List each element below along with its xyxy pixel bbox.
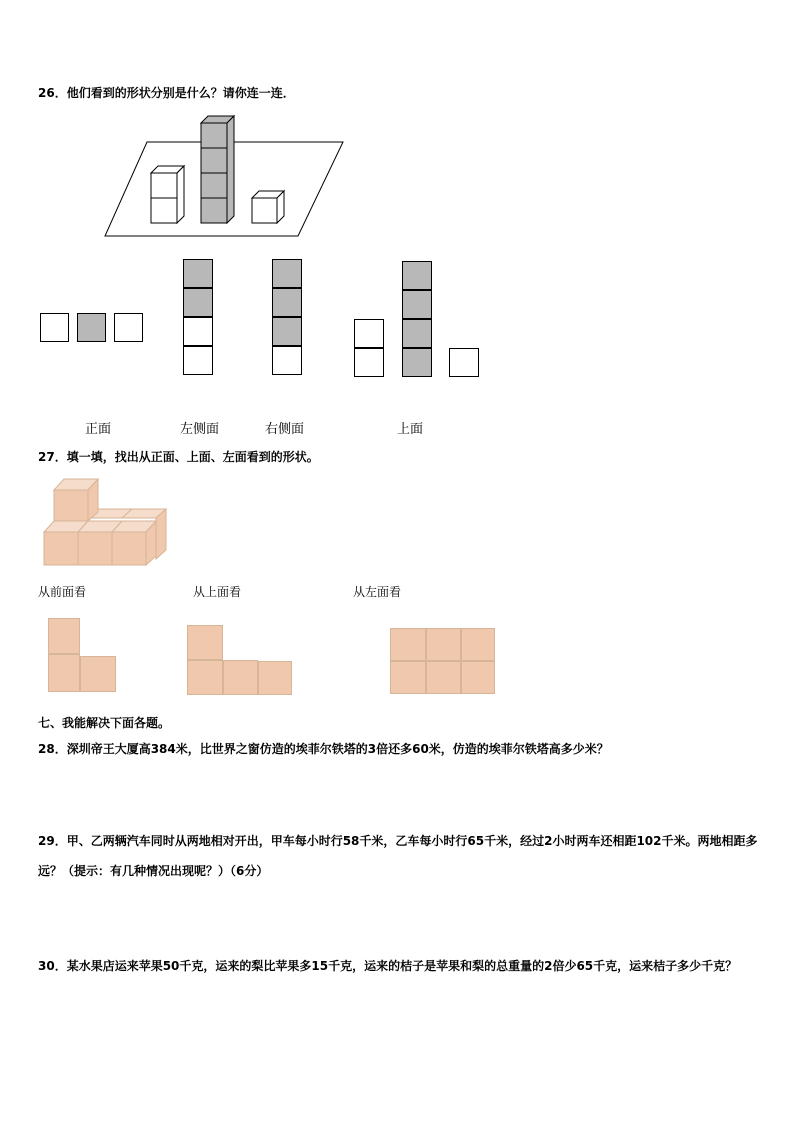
label-front: 正面 (85, 422, 112, 437)
q30-prompt: 30．某水果店运来苹果50千克，运来的梨比苹果多15千克，运来的桔子是苹果和梨的总重量的2倍少65千克，运来桔子多少千克？ (38, 959, 738, 973)
q26-prompt: 26．他们看到的形状分别是什么？请你连一连． (38, 86, 295, 100)
label-left-side: 左侧面 (180, 422, 220, 437)
q28-prompt: 28．深圳帝王大厦高384米，比世界之窗仿造的埃菲尔铁塔的3倍还多60米，仿造的埃菲尔铁塔高多少米？ (38, 742, 609, 756)
label-top: 上面 (397, 422, 424, 437)
q27-prompt: 27．填一填，找出从正面、上面、左面看到的形状。 (38, 450, 319, 464)
q29-prompt: 29．甲、乙两辆汽车同时从两地相对开出，甲车每小时行58千米，乙车每小时行65千米，经过2小时两车还相距102千米。两地相距多远？（提示：有几种情况出现呢？）（6分） (38, 834, 758, 878)
view-label-top: 从上面看 (193, 585, 242, 599)
section-7-title: 七、我能解决下面各题。 (38, 716, 171, 730)
view-label-left: 从左面看 (353, 585, 402, 599)
label-right-side: 右侧面 (265, 422, 305, 437)
view-label-front: 从前面看 (38, 585, 87, 599)
